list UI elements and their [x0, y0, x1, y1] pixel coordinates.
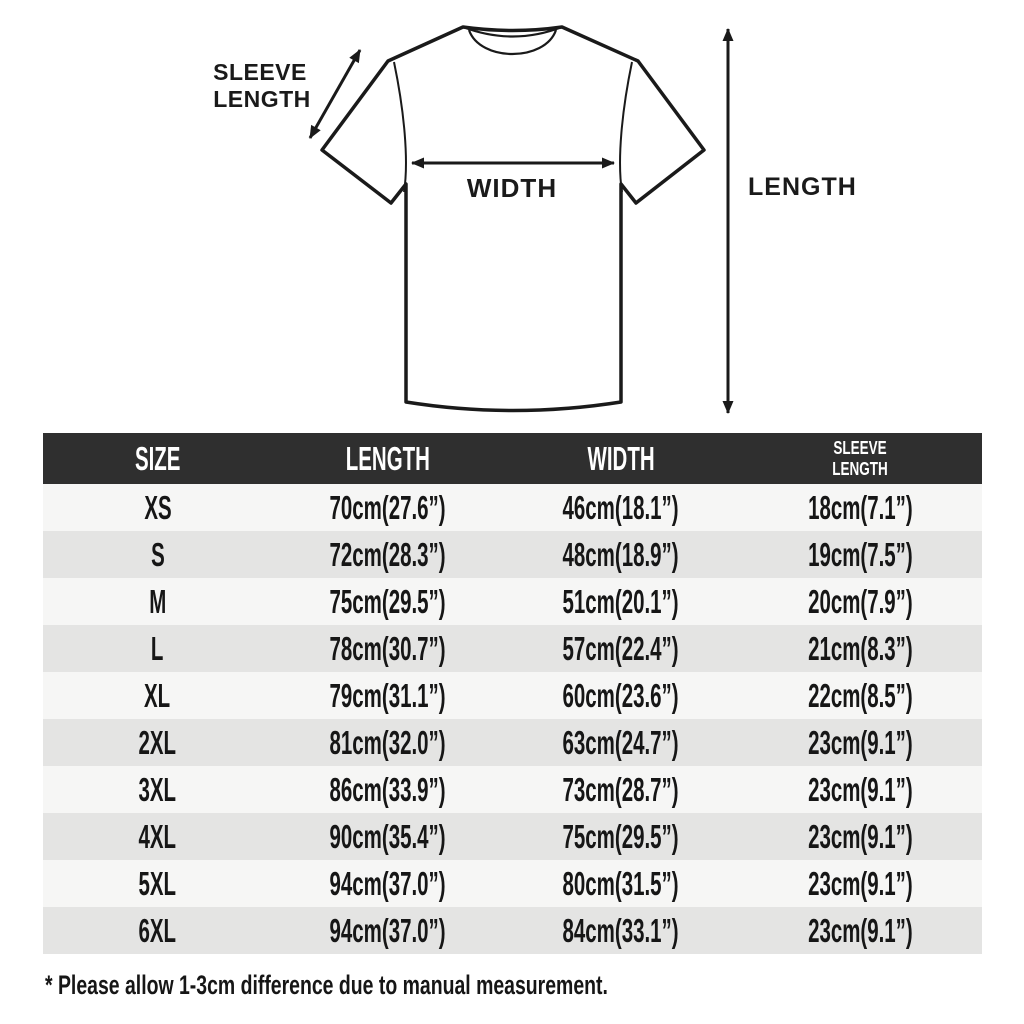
table-row	[43, 672, 982, 719]
table-row	[43, 531, 982, 578]
cell-width: 48cm(18.9”)	[562, 536, 679, 573]
col-header-sleeve-line1: SLEEVE	[833, 437, 888, 458]
cell-size: 5XL	[138, 865, 177, 902]
cell-length: 90cm(35.4”)	[329, 818, 446, 855]
cell-sleeve-length: 23cm(9.1”)	[808, 771, 913, 808]
cell-length: 94cm(37.0”)	[329, 865, 446, 902]
table-header-row	[43, 433, 982, 484]
cell-length: 86cm(33.9”)	[329, 771, 446, 808]
table-row	[43, 484, 982, 531]
cell-width: 51cm(20.1”)	[562, 583, 679, 620]
cell-sleeve-length: 20cm(7.9”)	[808, 583, 913, 620]
cell-sleeve-length: 18cm(7.1”)	[808, 489, 913, 526]
cell-width: 80cm(31.5”)	[562, 865, 679, 902]
cell-sleeve-length: 21cm(8.3”)	[808, 630, 913, 667]
table-row	[43, 719, 982, 766]
col-header-width	[503, 433, 739, 484]
cell-size: XS	[143, 489, 172, 526]
col-header-size-label: SIZE	[134, 440, 181, 477]
col-header-width-label: WIDTH	[587, 440, 655, 477]
sleeve-length-label-line1: SLEEVE	[213, 59, 307, 85]
cell-width: 46cm(18.1”)	[562, 489, 679, 526]
cell-sleeve-length: 23cm(9.1”)	[808, 865, 913, 902]
cell-length: 79cm(31.1”)	[329, 677, 446, 714]
cell-length: 81cm(32.0”)	[329, 724, 446, 761]
cell-width: 60cm(23.6”)	[562, 677, 679, 714]
cell-length: 72cm(28.3”)	[329, 536, 446, 573]
size-table-body	[43, 484, 982, 954]
cell-width: 73cm(28.7”)	[562, 771, 679, 808]
tshirt-outline	[322, 27, 704, 411]
cell-length: 70cm(27.6”)	[329, 489, 446, 526]
size-table	[43, 433, 982, 954]
cell-size: 4XL	[138, 818, 177, 855]
cell-sleeve-length: 23cm(9.1”)	[808, 724, 913, 761]
cell-sleeve-length: 23cm(9.1”)	[808, 912, 913, 949]
cell-size: XL	[144, 677, 171, 714]
table-row	[43, 813, 982, 860]
col-header-size	[43, 433, 272, 484]
cell-sleeve-length: 23cm(9.1”)	[808, 818, 913, 855]
col-header-length	[272, 433, 503, 484]
width-label: WIDTH	[466, 173, 558, 203]
cell-size: 6XL	[138, 912, 177, 949]
cell-length: 75cm(29.5”)	[329, 583, 446, 620]
table-row	[43, 625, 982, 672]
measurement-disclaimer	[45, 969, 827, 1001]
table-row	[43, 766, 982, 813]
sleeve-length-label-line2: LENGTH	[213, 86, 311, 112]
col-header-sleeve-length	[739, 433, 982, 484]
cell-width: 63cm(24.7”)	[562, 724, 679, 761]
tshirt-measurement-diagram	[0, 0, 1024, 437]
col-header-sleeve-length-label	[833, 438, 889, 480]
cell-width: 84cm(33.1”)	[562, 912, 679, 949]
cell-size: L	[151, 630, 164, 667]
measurement-disclaimer-text: * Please allow 1-3cm difference due to manual measurement.	[45, 970, 608, 1000]
cell-size: S	[150, 536, 165, 573]
cell-size: 3XL	[138, 771, 177, 808]
length-label: LENGTH	[748, 173, 857, 201]
cell-sleeve-length: 22cm(8.5”)	[808, 677, 913, 714]
cell-length: 78cm(30.7”)	[329, 630, 446, 667]
table-row	[43, 907, 982, 954]
col-header-length-label: LENGTH	[345, 440, 430, 477]
table-row	[43, 860, 982, 907]
table-row	[43, 578, 982, 625]
cell-sleeve-length: 19cm(7.5”)	[808, 536, 913, 573]
cell-width: 57cm(22.4”)	[562, 630, 679, 667]
cell-size: M	[149, 583, 167, 620]
cell-size: 2XL	[138, 724, 177, 761]
cell-length: 94cm(37.0”)	[329, 912, 446, 949]
cell-width: 75cm(29.5”)	[562, 818, 679, 855]
col-header-sleeve-line2: LENGTH	[832, 458, 889, 479]
